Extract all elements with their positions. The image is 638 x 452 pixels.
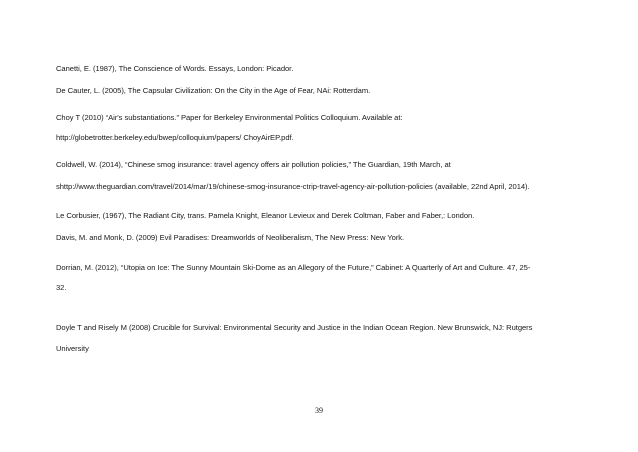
- reference-dorrian-line-1: Dorrian, M. (2012), “Utopia on Ice: The Sunny Mountain Ski-Dome as an Allegory of the Future,” Cabinet: A Quarterly of Art and Culture. 47, 25-: [56, 263, 531, 272]
- reference-coldwell-line-2: shttp://www.theguardian.com/travel/2014/mar/19/chinese-smog-insurance-ctrip-travel-agency-air-pollution-policies (available, 22nd April, 2014).: [56, 182, 530, 191]
- reference-davis-monk: Davis, M. and Monk, D. (2009) Evil Paradises: Dreamworlds of Neoliberalism, The New Press: New York.: [56, 233, 405, 242]
- reference-coldwell-line-1: Coldwell, W. (2014), “Chinese smog insurance: travel agency offers air pollution policies,” The Guardian, 19th March, at: [56, 160, 451, 169]
- reference-de-cauter: De Cauter, L. (2005), The Capsular Civilization: On the City in the Age of Fear, NAi: Rotterdam.: [56, 86, 371, 95]
- reference-choy-line-1: Choy T (2010) “Air's substantiations.” Paper for Berkeley Environmental Politics Colloquium. Available at:: [56, 113, 403, 122]
- reference-le-corbusier: Le Corbusier, (1967), The Radiant City, trans. Pamela Knight, Eleanor Levieux and Derek Coltman, Faber and Faber,: London.: [56, 211, 475, 220]
- reference-canetti: Canetti, E. (1987), The Conscience of Words. Essays, London: Picador.: [56, 64, 294, 73]
- reference-doyle-line-2: University: [56, 344, 89, 353]
- reference-dorrian-line-2: 32.: [56, 283, 67, 292]
- page-number: 39: [315, 406, 323, 415]
- reference-doyle-line-1: Doyle T and Risely M (2008) Crucible for Survival: Environmental Security and Justice in the Indian Ocean Region. New Brunswick, NJ: Rutgers: [56, 323, 533, 332]
- reference-choy-line-2: http://globetrotter.berkeley.edu/bwep/colloquium/papers/ ChoyAirEP.pdf.: [56, 133, 294, 142]
